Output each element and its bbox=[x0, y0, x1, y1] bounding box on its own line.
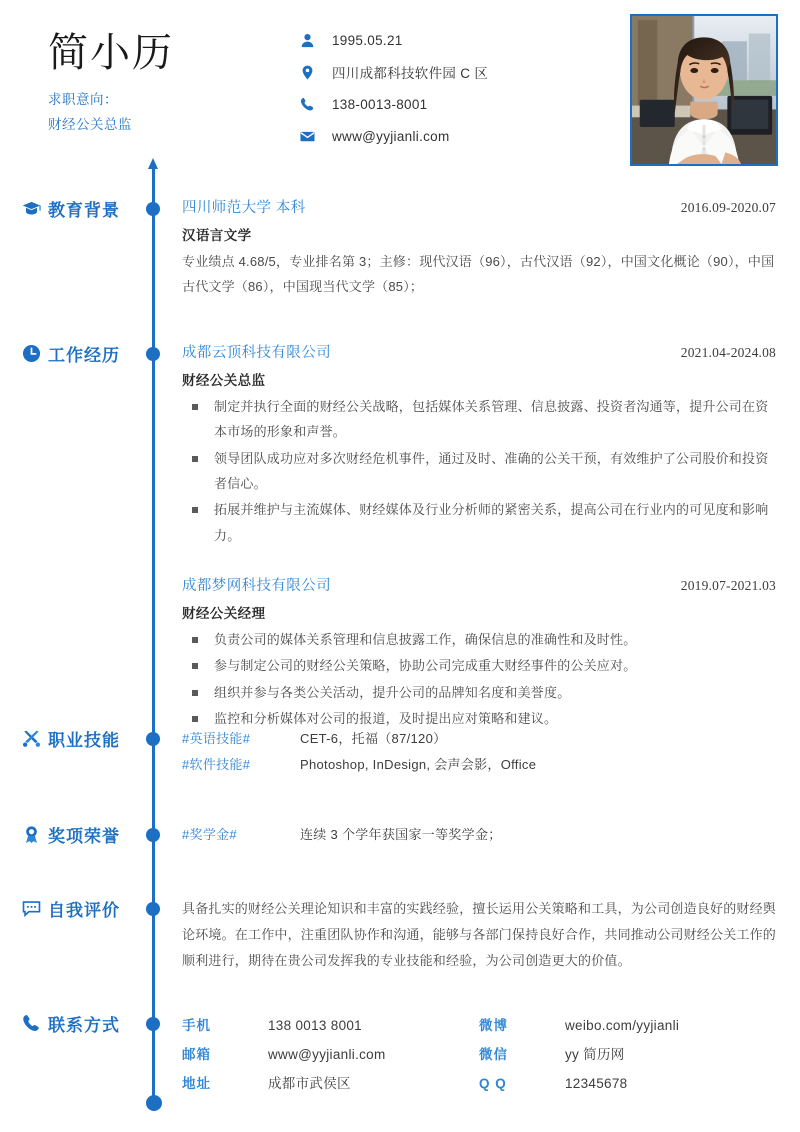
graduation-cap-icon bbox=[22, 199, 41, 218]
contact-value: 成都市武侯区 bbox=[268, 1076, 351, 1092]
contact-row-wechat bbox=[479, 1040, 776, 1069]
work-entry bbox=[182, 574, 776, 731]
section-contact-header bbox=[22, 1011, 148, 1036]
location-pin-icon bbox=[300, 65, 322, 80]
envelope-icon bbox=[300, 129, 322, 144]
contact-value: yy 简历网 bbox=[565, 1047, 625, 1063]
header-contact-address bbox=[300, 58, 488, 86]
contact-key: 微博 bbox=[479, 1018, 508, 1033]
work-entry-head bbox=[182, 341, 776, 362]
contact-grid bbox=[182, 1011, 776, 1098]
contact-row-qq bbox=[479, 1069, 776, 1098]
skill-key: #英语技能# bbox=[182, 731, 251, 746]
contact-value: 138 0013 8001 bbox=[268, 1018, 362, 1033]
header-contact-list bbox=[300, 26, 488, 154]
skill-value: CET-6，托福（87/120） bbox=[300, 731, 447, 746]
timeline-dot-skills bbox=[146, 732, 160, 746]
education-major: 汉语言文学 bbox=[182, 228, 252, 243]
page-title: 简小历 bbox=[48, 31, 174, 75]
work-date: 2021.04-2024.08 bbox=[680, 345, 776, 360]
section-awards-header bbox=[22, 822, 148, 847]
contact-column-left bbox=[182, 1011, 479, 1098]
section-self-evaluation-body bbox=[182, 896, 776, 974]
work-date: 2019.07-2021.03 bbox=[680, 578, 776, 594]
section-work-body bbox=[182, 341, 776, 732]
list-item: 拓展并维护与主流媒体、财经媒体及行业分析师的紧密关系，提高公司在行业内的可见度和影响力。 bbox=[182, 497, 776, 548]
header-contact-birthdate bbox=[300, 26, 488, 54]
timeline-dot-education bbox=[146, 202, 160, 216]
section-self-evaluation-title: 自我评价 bbox=[48, 901, 120, 920]
clock-icon bbox=[22, 344, 41, 363]
education-school: 四川师范大学 本科 bbox=[182, 200, 306, 216]
list-item: 制定并执行全面的财经公关战略，包括媒体关系管理、信息披露、投资者沟通等，提升公司在资本市场的形象和声誉。 bbox=[182, 394, 776, 445]
contact-row-address bbox=[182, 1069, 479, 1098]
work-company: 成都云顶科技有限公司 bbox=[182, 345, 331, 361]
award-ribbon-icon bbox=[22, 825, 41, 844]
timeline-end-dot bbox=[146, 1095, 162, 1111]
section-skills-title: 职业技能 bbox=[48, 731, 120, 750]
award-value: 连续 3 个学年获国家一等奖学金； bbox=[300, 827, 502, 842]
list-item: 参与制定公司的财经公关策略，协助公司完成重大财经事件的公关应对。 bbox=[182, 653, 776, 678]
phone-icon bbox=[22, 1014, 41, 1033]
work-company: 成都梦网科技有限公司 bbox=[182, 578, 331, 595]
section-education-header bbox=[22, 196, 148, 221]
objective-value: 财经公关总监 bbox=[48, 116, 132, 132]
section-education-body bbox=[182, 196, 776, 300]
header-contact-value: 1995.05.21 bbox=[332, 32, 403, 48]
resume-header bbox=[0, 0, 800, 180]
timeline-rail bbox=[152, 158, 156, 1106]
work-bullets bbox=[182, 394, 776, 548]
skill-row bbox=[182, 752, 776, 778]
timeline-dot-work bbox=[146, 347, 160, 361]
work-entry bbox=[182, 341, 776, 548]
header-contact-value: 138-0013-8001 bbox=[332, 96, 428, 112]
timeline-dot-contact bbox=[146, 1017, 160, 1031]
education-date: 2016.09-2020.07 bbox=[680, 200, 776, 215]
list-item: 领导团队成功应对多次财经危机事件，通过及时、准确的公关干预，有效维护了公司股价和投资者信心。 bbox=[182, 446, 776, 497]
section-skills-body bbox=[182, 726, 776, 778]
work-entry-head bbox=[182, 574, 776, 595]
contact-key: 地址 bbox=[182, 1076, 211, 1092]
contact-row-mobile bbox=[182, 1011, 479, 1040]
header-contact-phone bbox=[300, 90, 488, 118]
section-awards-body bbox=[182, 822, 776, 848]
section-awards-title: 奖项荣誉 bbox=[48, 827, 120, 846]
contact-row-email bbox=[182, 1040, 479, 1069]
objective-label: 求职意向： bbox=[48, 92, 118, 107]
contact-value: 12345678 bbox=[565, 1076, 628, 1092]
timeline-dot-self-evaluation bbox=[146, 902, 160, 916]
award-row bbox=[182, 822, 776, 848]
contact-key: 微信 bbox=[479, 1047, 508, 1063]
timeline-dot-awards bbox=[146, 828, 160, 842]
contact-key: 邮箱 bbox=[182, 1047, 211, 1063]
section-work-title: 工作经历 bbox=[48, 346, 120, 365]
skill-row bbox=[182, 726, 776, 752]
section-self-evaluation-header bbox=[22, 896, 148, 921]
tools-icon bbox=[22, 729, 41, 748]
education-entry-head bbox=[182, 196, 776, 217]
education-detail: 专业绩点 4.68/5，专业排名第 3；主修：现代汉语（96），古代汉语（92），中国文化概论（90），中国古代文学（86），中国现当代文学（85）； bbox=[182, 254, 775, 295]
list-item: 负责公司的媒体关系管理和信息披露工作，确保信息的准确性和及时性。 bbox=[182, 627, 776, 652]
contact-key: Q Q bbox=[479, 1076, 507, 1092]
list-item: 组织并参与各类公关活动，提升公司的品牌知名度和美誉度。 bbox=[182, 680, 776, 705]
section-contact-body bbox=[182, 1011, 776, 1098]
contact-row-weibo bbox=[479, 1011, 776, 1040]
skill-key: #软件技能# bbox=[182, 757, 251, 772]
work-role: 财经公关经理 bbox=[182, 606, 266, 622]
self-evaluation-text: 具备扎实的财经公关理论知识和丰富的实践经验，擅长运用公关策略和工具，为公司创造良好的财经舆论环境。在工作中，注重团队协作和沟通，能够与各部门保持良好合作，共同推动公司财经公关工作的顺利进行，期待在贵公司发挥我的专业技能和经验，为公司创造更大的价值。 bbox=[182, 901, 777, 968]
section-education-title: 教育背景 bbox=[48, 201, 120, 220]
person-icon bbox=[300, 33, 322, 48]
timeline-line bbox=[152, 168, 155, 1106]
header-contact-value: 四川成都科技软件园 C 区 bbox=[332, 66, 489, 81]
contact-value: weibo.com/yyjianli bbox=[565, 1018, 680, 1033]
contact-key: 手机 bbox=[182, 1018, 211, 1033]
section-skills-header bbox=[22, 726, 148, 751]
speech-bubble-icon bbox=[22, 899, 41, 918]
header-contact-value: www@yyjianli.com bbox=[332, 128, 450, 144]
header-contact-email bbox=[300, 122, 488, 150]
skill-value: Photoshop, InDesign, 会声会影，Office bbox=[300, 757, 537, 772]
work-role: 财经公关总监 bbox=[182, 373, 266, 388]
section-contact-title: 联系方式 bbox=[48, 1016, 120, 1035]
name-block bbox=[48, 28, 288, 138]
work-bullets bbox=[182, 627, 776, 731]
award-key: #奖学金# bbox=[182, 827, 237, 842]
contact-column-right bbox=[479, 1011, 776, 1098]
section-work-header bbox=[22, 341, 148, 366]
contact-value: www@yyjianli.com bbox=[268, 1047, 386, 1063]
avatar bbox=[630, 14, 778, 166]
list-item: 监控和分析媒体对公司的报道，及时提出应对策略和建议。 bbox=[182, 706, 776, 731]
phone-icon bbox=[300, 97, 322, 112]
